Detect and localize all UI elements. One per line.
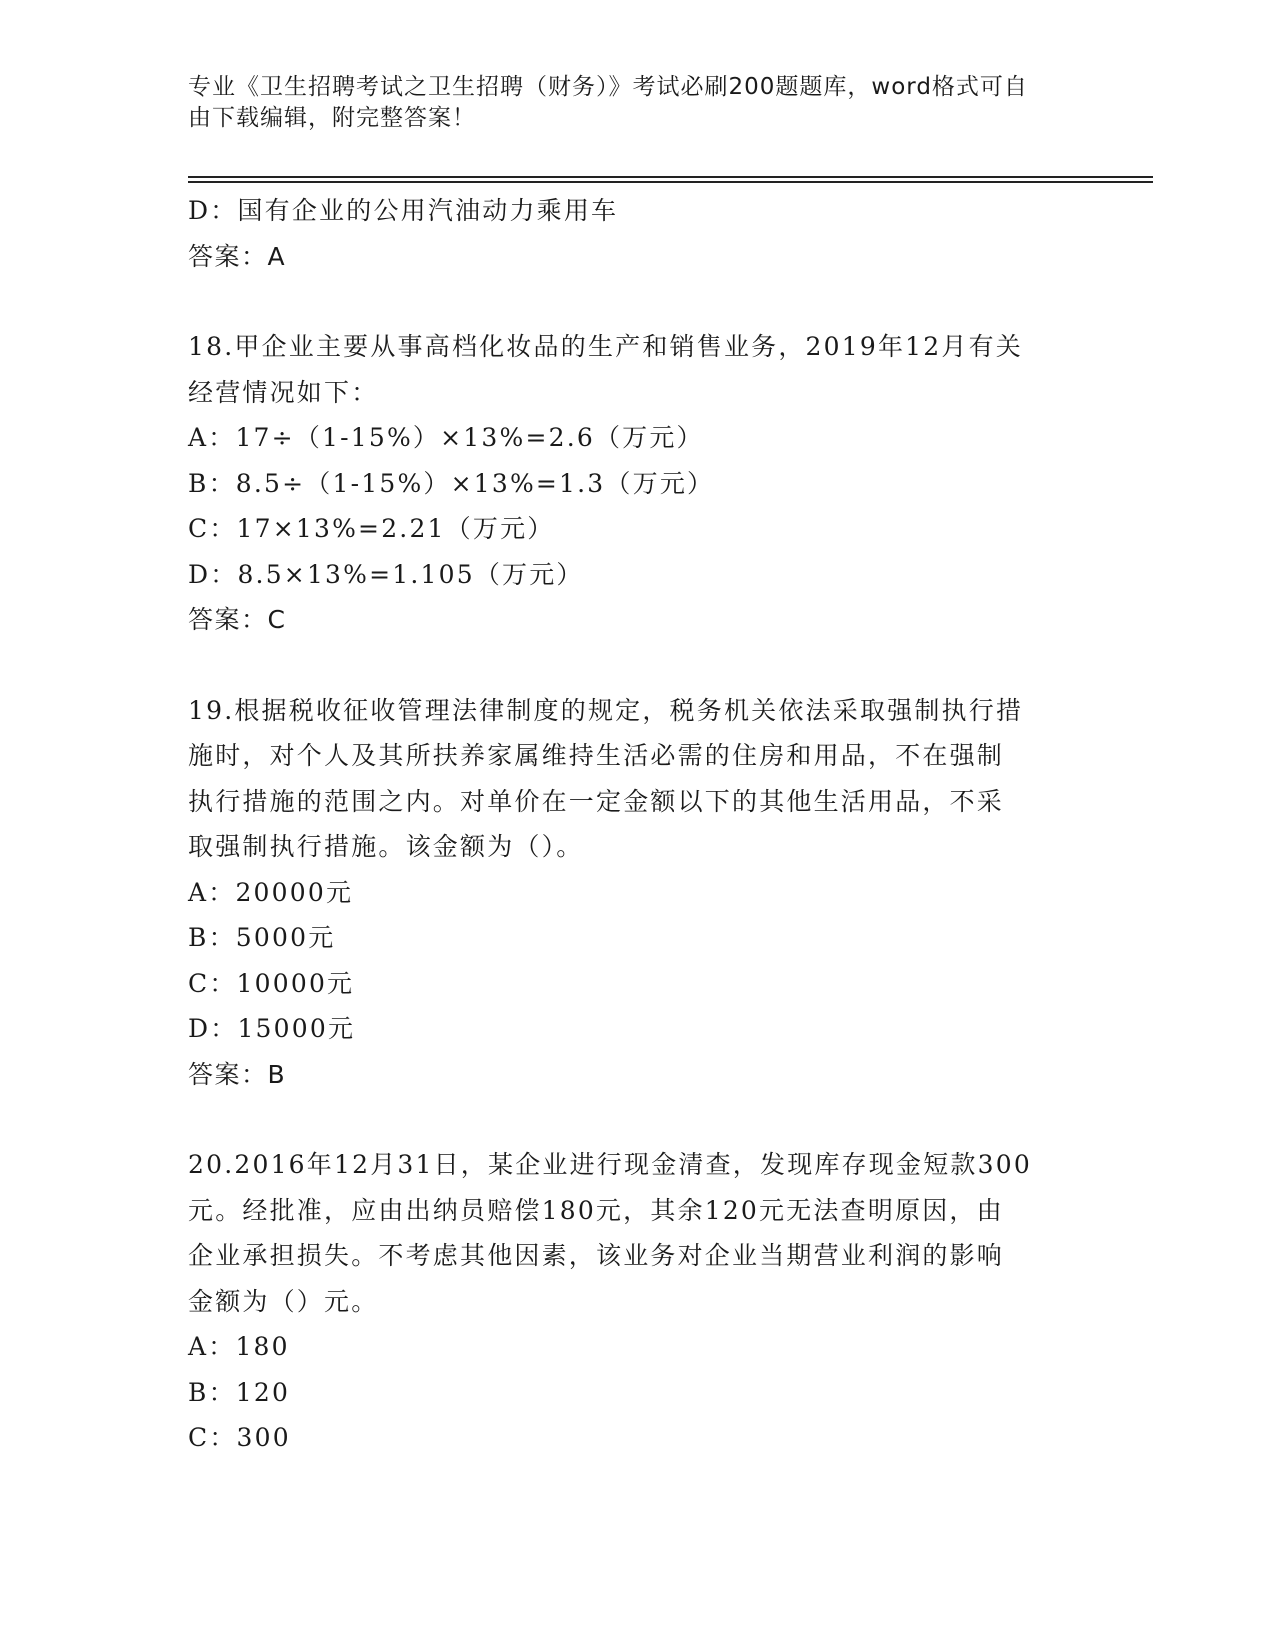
question-stem-line: 经营情况如下： <box>188 377 379 407</box>
option-b: B：8.5÷（1-15%）×13%=1.3（万元） <box>188 468 715 498</box>
header-divider-bottom <box>188 181 1153 183</box>
option-d: D：8.5×13%=1.105（万元） <box>188 559 584 589</box>
option-a: A：20000元 <box>188 877 354 907</box>
question-stem-line: 企业承担损失。不考虑其他因素，该业务对企业当期营业利润的影响 <box>188 1241 1005 1270</box>
option-c: C：17×13%=2.21（万元） <box>188 514 555 543</box>
header-divider-top <box>188 176 1153 178</box>
question-list <box>188 188 1088 1461</box>
question-stem-line: 元。经批准，应由出纳员赔偿180元，其余120元无法查明原因，由 <box>188 1195 1004 1225</box>
option-a: A：180 <box>188 1332 290 1361</box>
question-stem-line: 19.根据税收征收管理法律制度的规定，税务机关依法采取强制执行措 <box>188 695 1024 725</box>
document-header <box>188 72 1068 134</box>
option-d: D：国有企业的公用汽油动力乘用车 <box>188 196 619 225</box>
answer: 答案：B <box>188 1059 287 1089</box>
answer: 答案：A <box>188 241 287 271</box>
spacer <box>188 279 1088 324</box>
question-stem-line: 金额为（）元。 <box>188 1286 379 1316</box>
option-c: C：10000元 <box>188 968 355 998</box>
question-19 <box>188 688 1088 1098</box>
question-stem-line: 18.甲企业主要从事高档化妆品的生产和销售业务，2019年12月有关 <box>188 332 1023 361</box>
spacer <box>188 643 1088 688</box>
header-line-2: 由下载编辑，附完整答案！ <box>188 105 476 131</box>
spacer <box>188 1097 1088 1142</box>
question-stem-line: 施时，对个人及其所扶养家属维持生活必需的住房和用品，不在强制 <box>188 741 1005 770</box>
answer: 答案：C <box>188 605 287 634</box>
option-d: D：15000元 <box>188 1014 356 1043</box>
question-17-tail <box>188 188 1088 279</box>
question-stem-line: 20.2016年12月31日，某企业进行现金清查，发现库存现金短款300 <box>188 1150 1032 1179</box>
question-stem-line: 执行措施的范围之内。对单价在一定金额以下的其他生活用品，不采 <box>188 786 1005 816</box>
option-a: A：17÷（1-15%）×13%=2.6（万元） <box>188 423 704 452</box>
option-c: C：300 <box>188 1423 291 1452</box>
option-b: B：120 <box>188 1377 291 1407</box>
header-line-1: 专业《卫生招聘考试之卫生招聘（财务）》考试必刷200题题库，word格式可自 <box>188 74 1028 100</box>
question-stem-line: 取强制执行措施。该金额为（）。 <box>188 832 584 861</box>
question-18 <box>188 324 1088 643</box>
option-b: B：5000元 <box>188 923 336 952</box>
question-20 <box>188 1142 1088 1461</box>
